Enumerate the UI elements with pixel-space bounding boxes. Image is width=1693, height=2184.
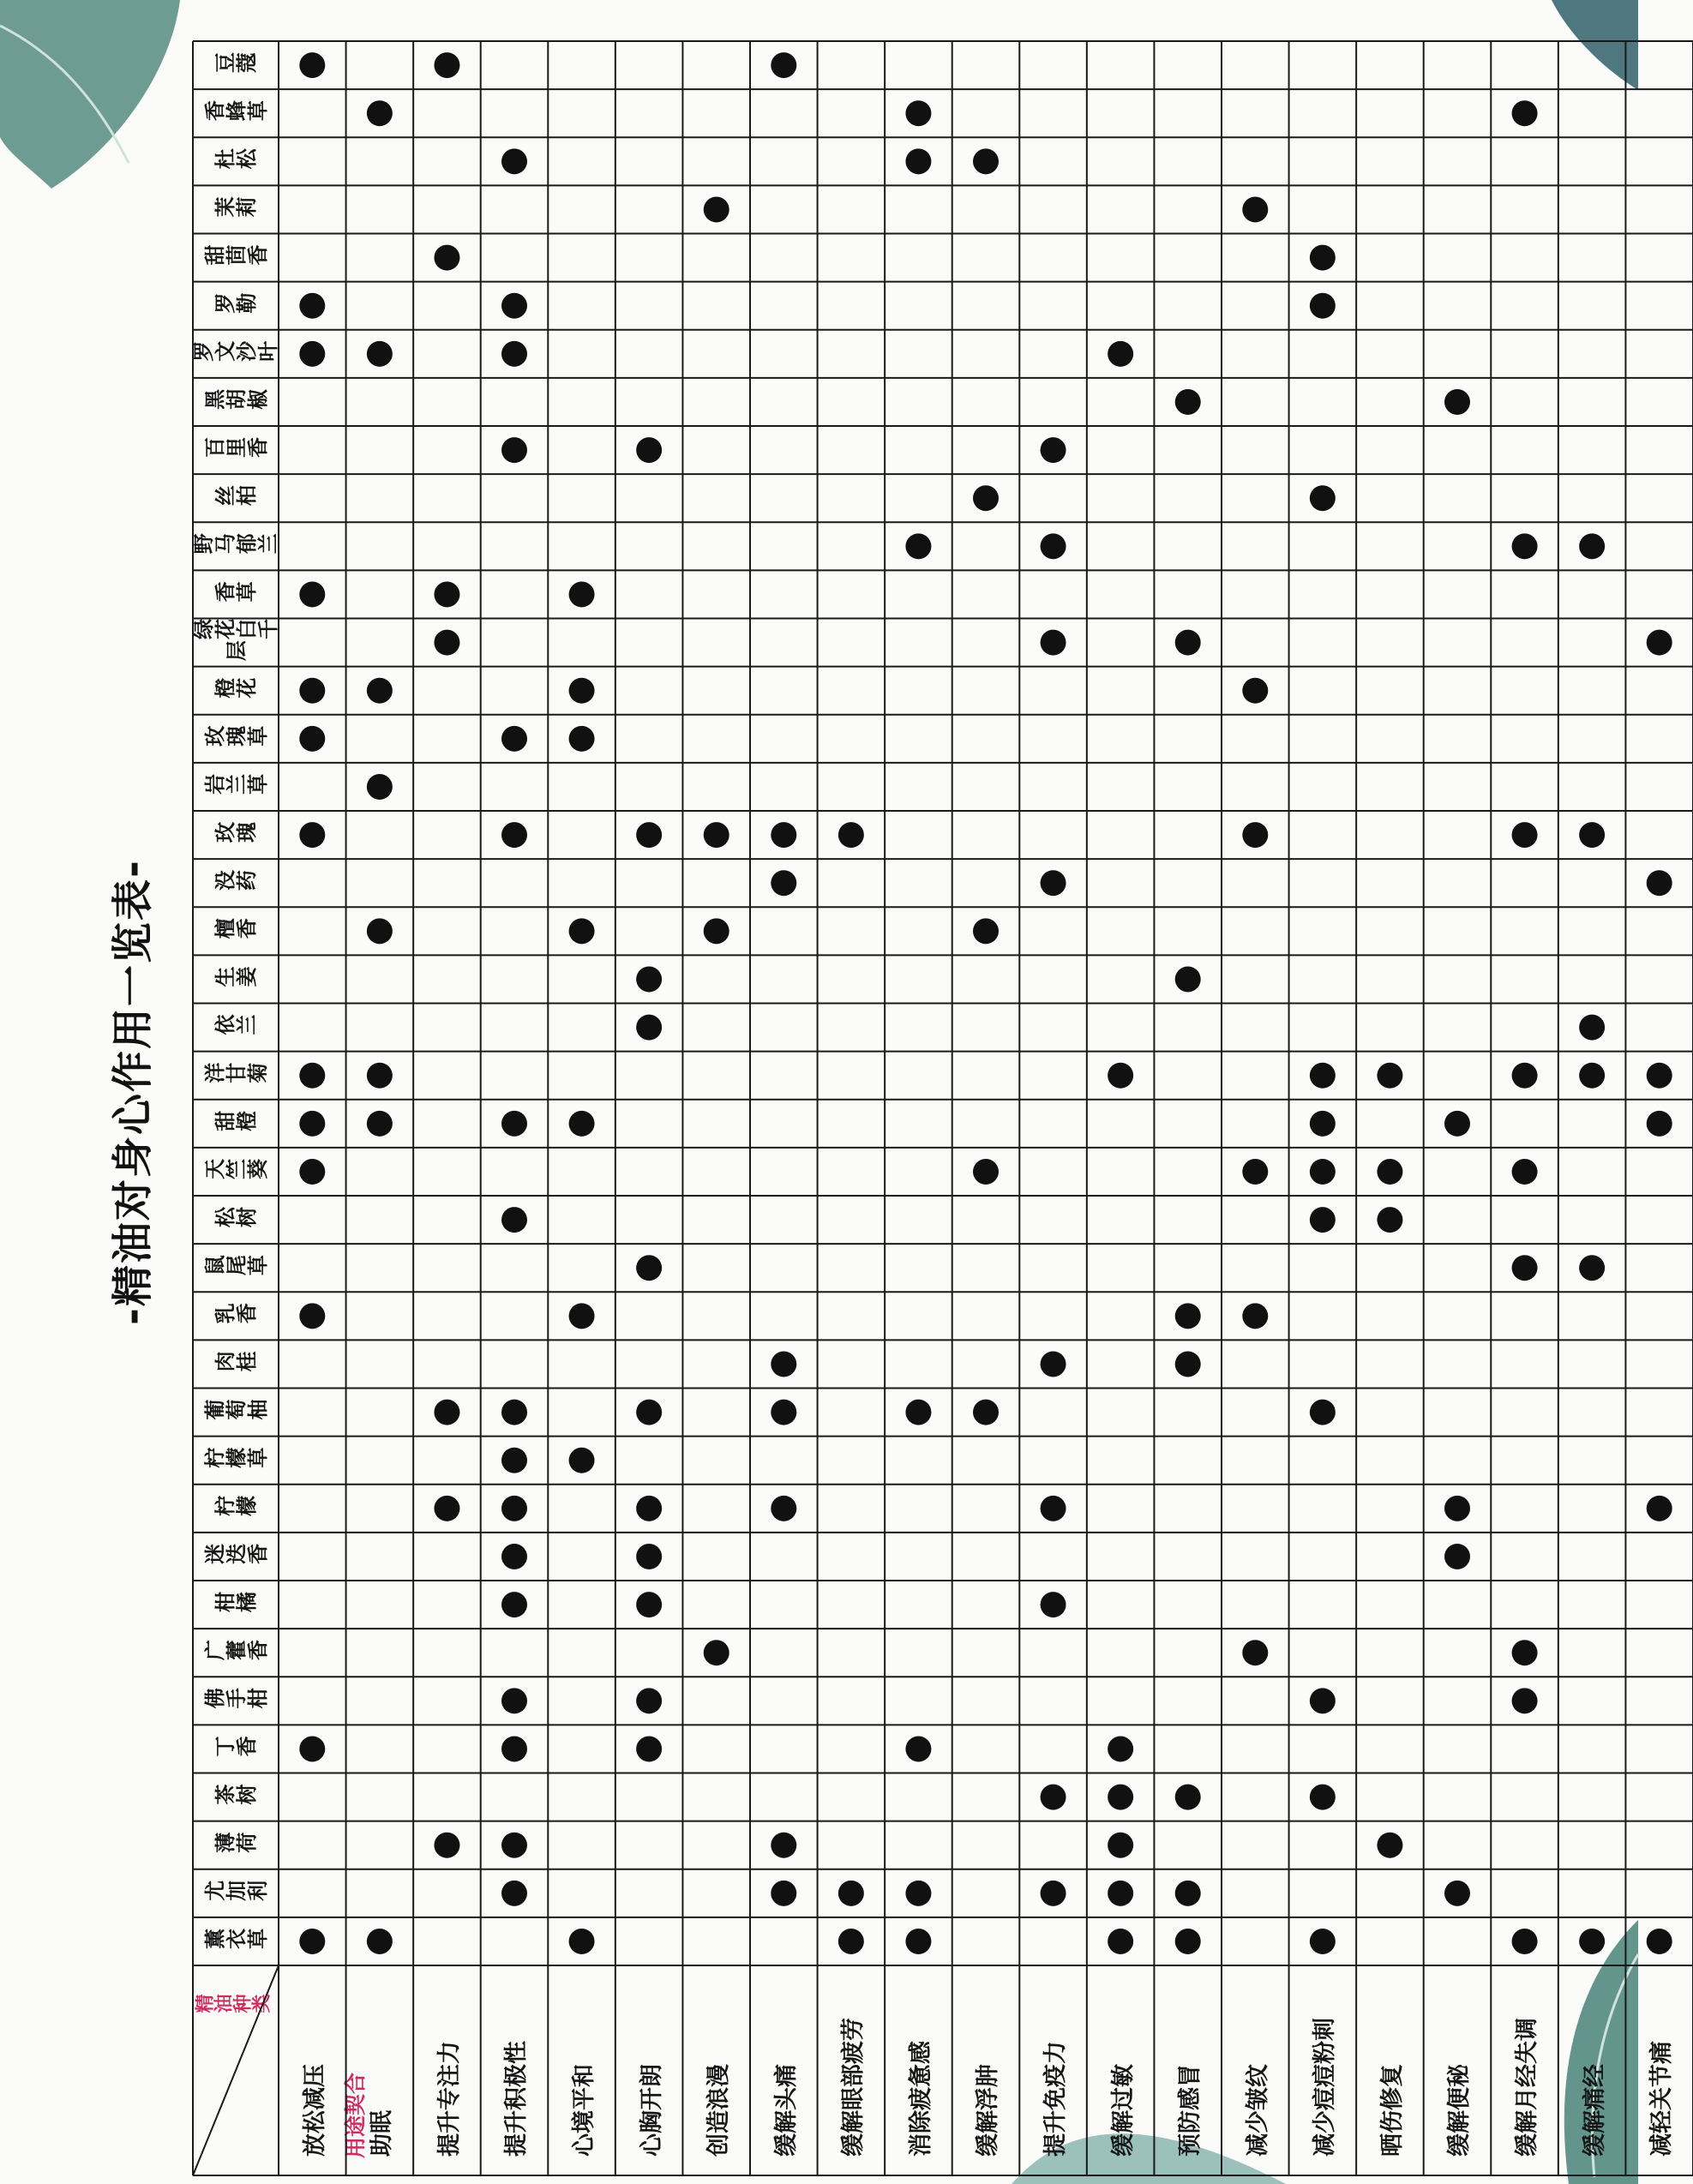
match-dot [1579,533,1605,559]
match-dot [1377,1833,1402,1858]
match-dot [434,1496,459,1521]
oil-header: 甜茴香 [203,244,268,269]
match-dot [1647,630,1672,656]
match-dot [905,1881,931,1906]
match-dot [636,1015,662,1041]
match-dot [905,148,931,174]
match-dot [1175,1785,1201,1810]
match-dot [501,1400,527,1425]
use-label: 心胸开朗 [638,2064,665,2157]
oil-header: 香蜂草 [203,100,268,125]
match-dot [367,1111,393,1137]
match-dot [1310,1929,1336,1954]
match-dot [1512,100,1538,126]
use-label: 缓解过敏 [1109,2064,1137,2157]
oil-header: 丁香 [214,1736,257,1761]
use-label: 减少皱纹 [1244,2064,1271,2157]
match-dot [1310,1688,1336,1713]
match-dot [1444,389,1470,415]
match-dot [771,52,796,78]
oil-header: 依兰 [214,1014,257,1039]
match-dot [973,918,999,944]
oil-header: 玫瑰 [214,822,257,847]
oil-header: 香草 [214,581,257,606]
match-dot [434,52,459,78]
match-dot [1310,1111,1336,1137]
oil-header: 天竺葵 [203,1159,268,1184]
match-dot [1041,437,1066,463]
match-dot [434,630,459,656]
match-dot [434,1400,459,1425]
match-dot [771,1496,796,1521]
match-dot [1242,822,1268,848]
use-label: 晒伤修复 [1378,2064,1406,2157]
match-dot [569,581,595,607]
match-dot [569,918,595,944]
match-dot [501,726,527,752]
match-dot [1377,1207,1402,1233]
match-dot [501,1881,527,1906]
match-dot [973,148,999,174]
oil-header: 薰衣草 [203,1929,268,1953]
match-dot [1108,1881,1133,1906]
match-dot [1041,870,1066,896]
match-dot [771,1833,796,1858]
match-dot [299,293,325,319]
use-label: 缓解痛经 [1581,2064,1608,2157]
match-dot [299,678,325,704]
use-label: 提升专注力 [435,2041,463,2157]
oil-header: 甜橙 [214,1111,257,1136]
use-label: 提升免疫力 [1042,2041,1070,2157]
match-dot [501,822,527,848]
match-dot [1175,389,1201,415]
oil-header: 佛手柑 [203,1688,268,1713]
match-dot [1310,485,1336,511]
match-dot [1579,1255,1605,1281]
match-dot [704,1640,729,1665]
oil-header: 乳香 [214,1303,257,1328]
match-dot [1444,1111,1470,1137]
match-dot [501,1736,527,1761]
oil-header: 迷迭香 [203,1544,268,1569]
oil-header: 广藿香 [203,1640,268,1665]
match-dot [1310,1159,1336,1185]
match-dot [501,148,527,174]
match-dot [1108,1736,1133,1761]
oil-header: 杜松 [214,148,257,173]
match-dot [636,1255,662,1281]
match-dot [636,1592,662,1617]
match-dot [1647,870,1672,896]
match-dot [1512,1640,1538,1665]
match-dot [636,966,662,992]
match-dot [569,1111,595,1137]
match-dot [299,341,325,367]
match-dot [501,1592,527,1617]
match-dot [569,1448,595,1473]
oil-header: 柑橘 [214,1592,257,1617]
match-dot [636,1688,662,1713]
match-dot [838,822,864,848]
match-dot [1108,341,1133,367]
match-dot [1175,1929,1201,1954]
match-dot [501,1496,527,1521]
corner-diagonal-line [193,1965,279,2175]
oil-header: 松树 [214,1207,257,1232]
match-dot [838,1881,864,1906]
match-dot [434,581,459,607]
oil-header: 百里香 [203,437,268,462]
match-dot [973,1159,999,1185]
match-dot [1512,1929,1538,1954]
match-dot [1310,1207,1336,1233]
oil-header: 生姜 [214,966,257,991]
match-dot [771,822,796,848]
match-dot [636,1736,662,1761]
match-dot [299,1063,325,1089]
use-label: 缓解浮肿 [975,2064,1002,2157]
match-dot [771,1400,796,1425]
match-dot [501,1688,527,1713]
match-dot [1579,822,1605,848]
use-label: 减轻关节痛 [1648,2041,1676,2157]
match-dot [1310,1400,1336,1425]
match-dot [636,1400,662,1425]
match-dot [501,1111,527,1137]
match-dot [569,678,595,704]
match-dot [1444,1496,1470,1521]
match-dot [299,726,325,752]
match-dot [1647,1496,1672,1521]
use-label: 消除疲惫感 [907,2041,934,2157]
match-dot [367,1063,393,1089]
match-dot [636,437,662,463]
oil-header: 柠檬草 [203,1448,268,1473]
oil-header: 檀香 [214,918,257,943]
match-dot [501,341,527,367]
use-label: 缓解便秘 [1446,2064,1474,2157]
match-dot [434,245,459,271]
oil-header: 薄荷 [214,1833,257,1857]
match-dot [1242,678,1268,704]
match-dot [299,581,325,607]
use-label: 缓解眼部疲劳 [840,2018,868,2157]
match-dot [1579,1063,1605,1089]
match-dot [1377,1063,1402,1089]
oil-header: 柠檬 [214,1496,257,1521]
oil-header: 黑胡椒 [203,389,268,414]
match-dot [501,293,527,319]
match-dot [1041,1496,1066,1521]
match-dot [1242,1159,1268,1185]
match-dot [1175,1881,1201,1906]
match-dot [299,1929,325,1954]
match-dot [771,870,796,896]
match-dot [1041,1592,1066,1617]
match-dot [1512,1688,1538,1713]
oil-header: 鼠尾草 [203,1255,268,1280]
match-dot [1647,1929,1672,1954]
oil-type-header: 精油种类 [195,1995,270,2016]
match-dot [1579,1929,1605,1954]
match-dot [501,1207,527,1233]
use-label: 缓解头痛 [772,2064,800,2157]
oil-header: 罗文沙叶 [193,341,279,366]
match-dot [299,1303,325,1329]
match-dot [704,918,729,944]
match-dot [367,774,393,800]
match-dot [1512,533,1538,559]
match-dot [636,822,662,848]
match-dot [1512,1063,1538,1089]
oil-header: 没药 [214,870,257,895]
match-dot [905,1736,931,1761]
match-dot [367,341,393,367]
oil-header: 岩兰草 [203,774,268,799]
match-dot [501,1833,527,1858]
match-dot [1175,1351,1201,1377]
use-label: 缓解月经失调 [1514,2018,1541,2157]
match-dot [1512,822,1538,848]
oil-header: 茉莉 [214,196,257,221]
match-dot [704,822,729,848]
match-dot [771,1351,796,1377]
match-dot [905,1400,931,1425]
use-label: 助眠 [369,2110,396,2157]
match-dot [1647,1111,1672,1137]
match-dot [1108,1833,1133,1858]
match-dot [1310,1063,1336,1089]
match-dot [367,918,393,944]
match-dot [1310,293,1336,319]
oil-header: 绿花白千层 [193,619,279,665]
match-dot [905,100,931,126]
match-dot [1041,1351,1066,1377]
match-dot [1041,630,1066,656]
match-dot [1377,1159,1402,1185]
match-dot [569,726,595,752]
match-dot [704,196,729,222]
match-dot [299,822,325,848]
use-label: 放松减压 [301,2064,328,2157]
match-dot [501,437,527,463]
match-dot [1444,1544,1470,1569]
match-dot [1242,1640,1268,1665]
match-dot [1108,1785,1133,1810]
match-dot [299,1159,325,1185]
oil-header: 丝柏 [214,485,257,510]
match-dot [501,1544,527,1569]
oil-header: 玫瑰草 [203,726,268,751]
match-dot [973,485,999,511]
match-dot [905,1929,931,1954]
match-dot [569,1929,595,1954]
match-dot [569,1303,595,1329]
oil-header: 尤加利 [203,1881,268,1905]
use-label: 减少痘痘粉刺 [1312,2018,1339,2157]
match-dot [1041,533,1066,559]
match-dot [973,1400,999,1425]
match-dot [636,1496,662,1521]
match-dot [434,1833,459,1858]
oil-header: 豆蔻 [214,52,257,77]
match-dot [1242,1303,1268,1329]
oil-header: 葡萄柚 [203,1399,268,1424]
match-dot [1175,630,1201,656]
match-dot [838,1929,864,1954]
match-dot [299,52,325,78]
match-dot [1310,1785,1336,1810]
match-dot [299,1736,325,1761]
oil-header: 茶树 [214,1784,257,1809]
match-dot [771,1881,796,1906]
match-dot [1310,245,1336,271]
match-dot [367,678,393,704]
oil-header: 橙花 [214,678,257,703]
match-dot [905,533,931,559]
use-label: 心境平和 [571,2064,598,2157]
match-dot [1041,1881,1066,1906]
match-dot [367,100,393,126]
use-label: 创造浪漫 [705,2064,733,2157]
use-label: 提升积极性 [503,2041,531,2157]
match-dot [299,1111,325,1137]
match-dot [1579,1015,1605,1041]
oil-header: 肉桂 [214,1351,257,1376]
use-label: 预防感冒 [1177,2064,1204,2157]
match-dot [1108,1929,1133,1954]
match-dot [1175,966,1201,992]
oil-header: 野马郁兰 [193,533,279,558]
match-dot [501,1448,527,1473]
match-dot [1647,1063,1672,1089]
match-dot [1444,1881,1470,1906]
match-dot [1041,1785,1066,1810]
oil-header: 洋甘菊 [203,1063,268,1088]
match-dot [1512,1159,1538,1185]
match-dot [1242,196,1268,222]
use-match-header: 用途契合 [343,2072,368,2158]
match-dot [1175,1303,1201,1329]
page-title: -精油对身心作用一览表- [109,859,157,1325]
oil-header: 罗勒 [214,293,257,318]
match-dot [636,1544,662,1569]
match-dot [1512,1255,1538,1281]
match-dot [1108,1063,1133,1089]
match-dot [367,1929,393,1954]
